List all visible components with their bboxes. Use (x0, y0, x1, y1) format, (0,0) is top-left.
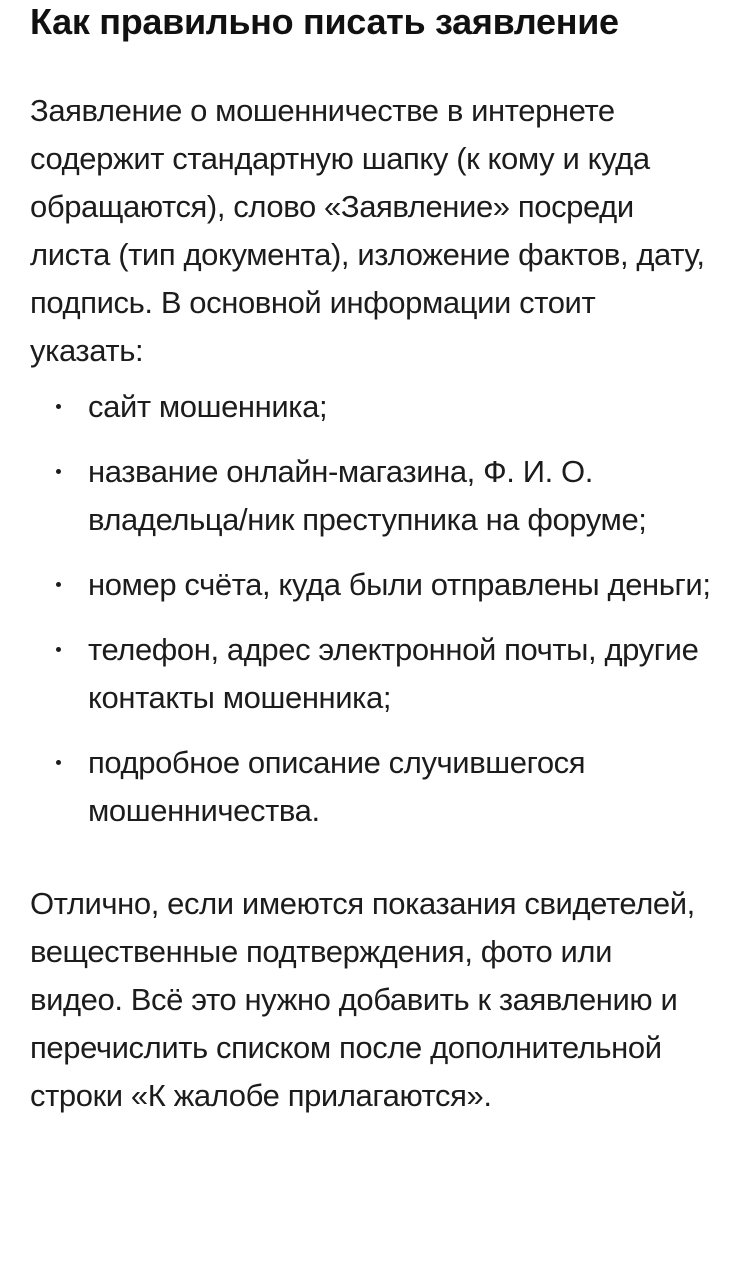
list-item (30, 383, 712, 431)
requirements-list (30, 383, 712, 835)
list-item-text: телефон, адрес электронной почты, другие контакты мошенника; (88, 632, 699, 715)
list-item-text: подробное описание случившегося мошенничества. (88, 745, 586, 828)
article-title: Как правильно писать заявление (30, 1, 619, 42)
bullet-dot-icon (56, 647, 61, 652)
outro-paragraph: Отлично, если имеются показания свидетелей, вещественные подтверждения, фото или видео. Всё это нужно добавить к заявлению и перечислить списком после дополнительной строки «К жалобе прилагаются». (30, 886, 695, 1113)
bullet-dot-icon (56, 582, 61, 587)
intro-paragraph: Заявление о мошенничестве в интернете содержит стандартную шапку (к кому и куда обращаются), слово «Заявление» посреди листа (тип документа), изложение фактов, дату, подпись. В основной информации стоит указать: (30, 93, 705, 368)
list-item-text: номер счёта, куда были отправлены деньги; (88, 567, 711, 602)
list-item-text: сайт мошенника; (88, 389, 328, 424)
list-item (30, 448, 712, 544)
list-item (30, 739, 712, 835)
bullet-dot-icon (56, 404, 61, 409)
list-item (30, 626, 712, 722)
list-item (30, 561, 712, 609)
bullet-dot-icon (56, 760, 61, 765)
bullet-dot-icon (56, 469, 61, 474)
list-item-text: название онлайн-магазина, Ф. И. О. владельца/ник преступника на форуме; (88, 454, 647, 537)
